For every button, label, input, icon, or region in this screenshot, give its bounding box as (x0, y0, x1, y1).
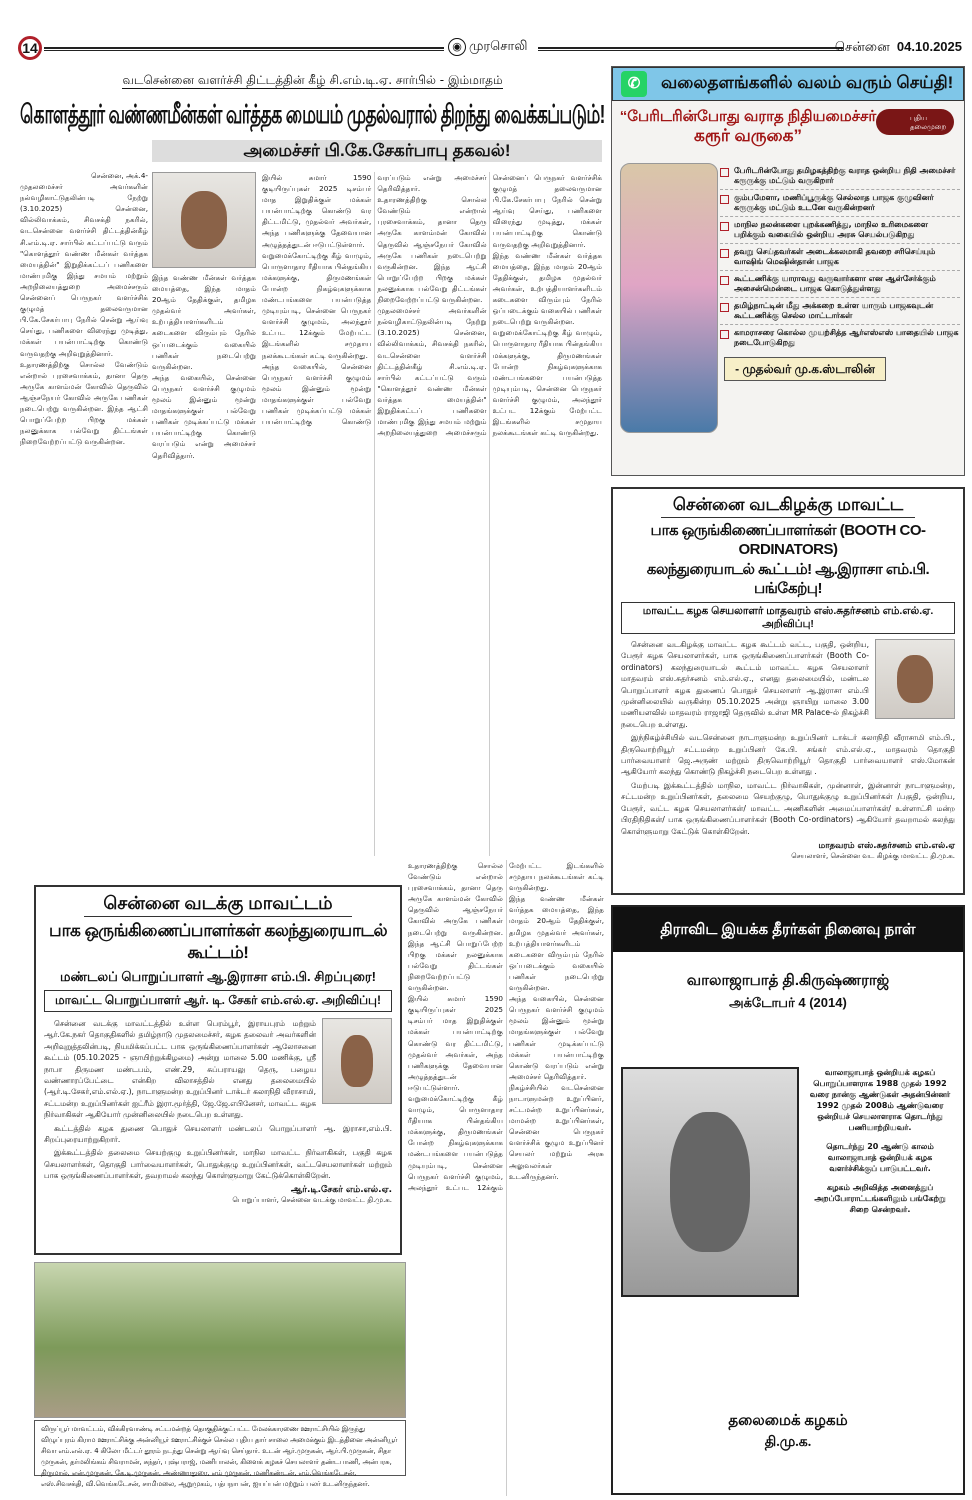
portrait-icon (341, 1035, 372, 1087)
notice-headline: கலந்துரையாடல் கூட்டம்! ஆ.இராசா எம்.பி. பங்கேற்பு! (646, 561, 930, 597)
signer-role: பொறுப்பாளர், சென்னை வடக்கு மாவட்ட தி.மு.க. (232, 1195, 392, 1204)
quote-points (720, 163, 960, 381)
page-header (18, 36, 962, 62)
paragraph: வறுமைக்கோட்டிற்கு கீழ் வாழும், பொருளாதார ரீதியாக பின்தங்கிய மக்களுக்கு, திருமணங்கள் போன்ற நிகழ்வுகளுக்காக மண்டபங்களை பயன்படுத்த முடியும்படி, சென்னை பெருநகர் வளர்ச்சி குழுமம், அலந்தூர் உட்பட 12க்கும் மேற்பட்ட இடங்களில் சமுதாய நலக்கூடங்கள் கட்டி வருகின்றது. (492, 328, 602, 438)
paragraph: அந்த வகையில், சென்னை பெருநகர் வளர்ச்சி குழுமம் மூலம் இன்னும் மூன்று மாதங்களுக்குள் பல்வேறு பணிகள் முடிக்கப்பட்டு மக்கள் பயன்பாட்டிற்கு கொண்டு வரப்படும் என்று அமைச்சர் தெரிவித்தார். (509, 994, 604, 1081)
signer: ஆர்.டி.சேகர் எம்.எல்.ஏ. (290, 1184, 392, 1195)
article-kicker (20, 72, 605, 88)
dateline: சென்னை, அக்.4- (91, 171, 148, 180)
portrait-icon (181, 191, 228, 249)
banner-title: வலைதளங்களில் வலம் வரும் செய்தி! (661, 73, 954, 92)
memorial-notice (611, 905, 965, 1495)
northeast-chennai-notice (611, 487, 965, 895)
point: மாநில நலன்களை புறக்கணித்து, மாநில உரிமைகளை பறிக்கும் வகையில் ஒன்றிய அரசு செயல்படுகிறது (720, 217, 960, 244)
city: சென்னை (834, 39, 890, 54)
article-columns-3-5 (262, 172, 602, 856)
page-number: 14 (18, 36, 42, 60)
road-inspection-photo (34, 1262, 406, 1418)
bio-paragraph: வாலாஜாபாத் ஒன்றியக் கழகப் பொறுப்பாளராக 1988 முதல் 1992 வரை நான்கு ஆண்டுகள் அதன்பின்னர் 1992 முதல் 2008ம் ஆண்டுவரை ஒன்றியச் செயலாளராக தொடர்ந்து பணியாற்றியவர். (809, 1068, 951, 1132)
paragraph: சென்னை வடகிழக்கு மாவட்ட கழக கூட்டம் வட்ட, பகுதி, ஒன்றிய, பேரூர் கழக செயலாளர்கள், பாக ஒருங்கிணைப்பாளர்கள் (Booth Co-ordinators) கலந்துரையாடல் கூட்டம் மாவட்ட கழக செயலாளர் மாதவரம் எஸ்.சுதர்சனம் எம்.எல்.ஏ., எனது தலைமையில், மண்டல பொறுப்பாளர் கழக துணைப் பொதுச் செயலாளர் ஆ.இராசா எம்.பி முன்னிலையில் வருகின்ற 05.10.2025 அன்று ஞாயிறு மாலை 3.00 மணியளவில் மாதவரம் ராஜாஜி தெருவில் உள்ள MR Palace-ல் நிகழ்ச்சி நடைபெற உள்ளது. (621, 640, 869, 729)
quote-line: “பேரிடரின்போது வராத நிதியமைச்சர் (619, 108, 877, 125)
article-headline-wrap (20, 97, 605, 133)
drum-logo-icon: ◉ (448, 38, 466, 56)
paragraph: வறுமைக்கோட்டிற்கு கீழ் வாழும், பொருளாதார ரீதியாக பின்தங்கிய மக்களுக்கு, திருமணங்கள் போன்ற நிகழ்வுகளுக்காக மண்டபங்களை பயன்படுத்த முடியும்படி, சென்னை பெருநகர் வளர்ச்சி குழுமம், அலந்தூர் உட்பட 12க்கும் மேற்பட்ட இடங்களில் சமுதாய நலக்கூடங்கள் கட்டி வருகின்றது. (408, 861, 604, 1192)
quote-attribution: - முதல்வர் மு.க.ஸ்டாலின் (724, 357, 886, 381)
signer-role: செயலாளர், சென்னை வட கிழக்கு மாவட்ட தி.மு.க. (791, 851, 955, 860)
article-headline: கொளத்தூர் வண்ணமீன்கள் வர்த்தக மையம் முதல்வரால் திறந்து வைக்கப்படும்! (20, 99, 605, 129)
quote-line: கரூர் வருகை” (694, 126, 802, 145)
memorial-footer: தலைமைக் கழகம் (728, 1413, 848, 1429)
header-rule (44, 47, 444, 51)
whatsapp-icon: ✆ (621, 71, 647, 97)
point: காமராசரை கொல்ல முயற்சித்த ஆர்எஸ்எஸ் பாதையில் பாஜக நடைபோடுகிறது (720, 325, 960, 351)
article-column-1 (20, 170, 148, 856)
paragraph: இக்கூட்டத்தில் தலைமை செயற்குழு உறுப்பினர்கள், மாநில மாவட்ட நிர்வாகிகள், பகுதி கழக செயலாளர்கள், தொகுதி பார்வையாளர்கள், பொதுக்குழு உறுப்பினர்கள், வட்டசெயலாளர்கள் மற்றும் பாக ஒருங்கிணைப்பாளர்கள், தவறாமல் கலந்து கொள்ளுமாறு கேட்டுக்கொள்கிறேன். (44, 1148, 392, 1181)
portrait-icon (897, 655, 933, 703)
edition-date (835, 39, 962, 56)
paragraph: அந்த வகையில், சென்னை பெருநகர் வளர்ச்சி குழுமம் மூலம் இன்னும் மூன்று மாதங்களுக்குள் பல்வேறு பணிகள் முடிக்கப்பட்டு மக்கள் பயன்பாட்டிற்கு கொண்டு வரப்படும் என்று அமைச்சர் தெரிவித்தார். (262, 173, 487, 427)
notice-headline: பாக ஒருங்கிணைப்பாளர்கள் கலந்துரையாடல் கூட்டம்! (48, 921, 388, 962)
portrait-icon (670, 1112, 750, 1252)
rt-sekar-photo (322, 1018, 392, 1104)
memorial-banner: திராவிட இயக்க தீரர்கள் நினைவு நாள் (613, 907, 963, 952)
article-column-2 (152, 272, 256, 856)
paragraph: இந்த வண்ண மீன்கள் வர்த்தக மையத்தை, இந்த மாதம் 20ஆம் தேதிக்குள், தமிழக முதல்வர் அவர்கள், உற்பத்தியாளர்களிடம் கடைகளை விரும்பும் நேரில் ஒப்படைக்கும் வகையில் பணிகள் நடைபெற்று வருகின்றன. (152, 273, 256, 371)
stalin-photo (620, 163, 718, 433)
article-subhead: அமைச்சர் பி.கே.சேகர்பாபு தகவல்! (152, 140, 602, 162)
paragraph: இந்த வண்ண மீன்கள் வர்த்தக மையத்தை, இந்த மாதம் 20ஆம் தேதிக்குள், தமிழக முதல்வர் அவர்கள், உற்பத்தியாளர்களிடம் கடைகளை விரும்பும் நேரில் ஒப்படைக்கும் வகையில் பணிகள் நடைபெற்று வருகின்றன. (509, 894, 604, 993)
paragraph: நிகழ்ச்சியில் வடசென்னை நாடாளுமன்ற உறுப்பினர், சட்டமன்ற உறுப்பினர்கள், மாமன்ற உறுப்பினர்கள், சென்னை பெருநகர் வளர்ச்சிக் குழும உறுப்பினர் செயலர் மற்றும் அரசு அலுவலர்கள் உடனிருந்தனர். (509, 1082, 604, 1181)
notice-title: சென்னை வடகிழக்கு மாவட்ட (661, 495, 915, 518)
notice-announcement: மாவட்ட கழக செயலாளர் மாதவரம் எஸ்.சுதர்சனம் எம்.எல்.ஏ. அறிவிப்பு! (621, 602, 955, 634)
social-media-news-box (611, 66, 965, 476)
bio-paragraph: கழகம் அறிவித்த அனைத்துப் அறப்போராட்டங்களிலும் பங்கேற்று சிறை சென்றவர். (814, 1183, 946, 1214)
notice-headline: பாக ஒருங்கிணைப்பாளர்கள் (BOOTH CO-ORDINATORS) (650, 522, 926, 558)
paragraph: இயில் சுமார் 1590 குடியிருப்புகள் 2025 டிசம்பர் மாத இறுதிக்குள் மக்கள் பயன்பாட்டிற்கு கொண்டு வர திட்டமிட்டு, முதல்வர் அவர்கள், அந்த பணிகளுக்கு தேவையான அழுத்தத்துடன் ஈடுபட்டுள்ளார். (262, 173, 372, 249)
paragraph: உதாரணத்திற்கு சொல்ல வேண்டும் என்றால் புரசைவாக்கம், தானா தெரு அருகே காளம்மன் கோவில் தெருவில் ஆஞ்சநேயர் கோவில் அருகே பணிகள் நடைபெற்று வருகின்றன. இந்த ஆட்சி பொறுப்பேற்ற பிறகு மக்கள் நலனுக்காக பல்வேறு திட்டங்கள் நிறைவேற்றப்பட்டு வருகின்றன. (408, 861, 503, 993)
paragraph: முதலமைச்சர் அவர்களின் நல்வழிகாட்டுதலின்படி நேற்று (3.10.2025) சென்னை, வில்லிவாக்கம், சிவசக்தி நகரில், வடசென்னை வளர்ச்சி திட்டத்தின்கீழ் சி.எம்.டி.ஏ. சார்பில் கட்டப்பட்டு வரும் "கொளத்தூர் வண்ண மீன்கள் வர்த்தக மையத்தின்" இறுதிக்கட்டப் பணிகளை மாண்புமிகு இந்து சமயம் மற்றும் அறநிலையத்துறை அமைச்சரும் சென்னைப் பெருநகர் வளர்ச்சிக் குழுமத் தலைவருமான பி.கே.சேகர்பாபு நேரில் சென்று ஆய்வு செய்து, பணிகளை விரைந்து முடித்து, மக்கள் பயன்பாட்டிற்கு கொண்டு வருவதற்கு அறிவுறுத்தினார். (20, 182, 148, 358)
date: 04.10.2025 (896, 39, 962, 54)
kicker-text: வடசென்னை வளர்ச்சி திட்டத்தின் கீழ் சி.எம்.டி.ஏ. சார்பில் - இம்மாதம் (122, 73, 503, 87)
memorial-date: அக்டோபர் 4 (2014) (729, 995, 847, 1010)
paragraph: உதாரணத்திற்கு சொல்ல வேண்டும் என்றால் புரசைவாக்கம், தானா தெரு அருகே காளம்மன் கோவில் தெருவில் ஆஞ்சநேயர் கோவில் அருகே பணிகள் நடைபெற்று வருகின்றன. இந்த ஆட்சி பொறுப்பேற்ற பிறகு மக்கள் நலனுக்காக பல்வேறு திட்டங்கள் நிறைவேற்றப்பட்டு வருகின்றன. (20, 359, 148, 447)
paragraph: முதலமைச்சர் அவர்களின் நல்வழிகாட்டுதலின்படி நேற்று (3.10.2025) சென்னை, வில்லிவாக்கம், சிவசக்தி நகரில், வடசென்னை வளர்ச்சி திட்டத்தின்கீழ் சி.எம்.டி.ஏ. சார்பில் கட்டப்பட்டு வரும் "கொளத்தூர் வண்ண மீன்கள் வர்த்தக மையத்தின்" இறுதிக்கட்டப் பணிகளை மாண்புமிகு இந்து சமயம் மற்றும் அறநிலையத்துறை அமைச்சரும் சென்னைப் பெருநகர் வளர்ச்சிக் குழுமத் தலைவருமான பி.கே.சேகர்பாபு நேரில் சென்று ஆய்வு செய்து, பணிகளை விரைந்து முடித்து, மக்கள் பயன்பாட்டிற்கு கொண்டு வருவதற்கு அறிவுறுத்தினார். (377, 173, 602, 438)
paragraph: இந்த வண்ண மீன்கள் வர்த்தக மையத்தை, இந்த மாதம் 20ஆம் தேதிக்குள், தமிழக முதல்வர் அவர்கள், உற்பத்தியாளர்களிடம் கடைகளை விரும்பும் நேரில் ஒப்படைக்கும் வகையில் பணிகள் நடைபெற்று வருகின்றன. (492, 250, 602, 327)
sudarsanam-photo (875, 639, 955, 719)
paragraph: வறுமைக்கோட்டிற்கு கீழ் வாழும், பொருளாதார ரீதியாக பின்தங்கிய மக்களுக்கு, திருமணங்கள் போன்ற நிகழ்வுகளுக்காக மண்டபங்களை பயன்படுத்த முடியும்படி, சென்னை பெருநகர் வளர்ச்சி குழுமம், அலந்தூர் உட்பட 12க்கும் மேற்பட்ட இடங்களில் சமுதாய நலக்கூடங்கள் கட்டி வருகின்றது. (262, 250, 372, 360)
north-chennai-notice (34, 885, 402, 1255)
header-rule (538, 47, 843, 51)
paper-name: முரசொலி (469, 39, 528, 54)
article-continuation (408, 860, 604, 1496)
memorial-photo (621, 1067, 799, 1297)
point: பேரிடரின்போது தமிழகத்திற்கு வராத ஒன்றிய நிதி அமைச்சர் கரூருக்கு மட்டும் வருகிறார் (720, 163, 960, 190)
paragraph: உதாரணத்திற்கு சொல்ல வேண்டும் என்றால் புரசைவாக்கம், தானா தெரு அருகே காளம்மன் கோவில் தெருவில் ஆஞ்சநேயர் கோவில் அருகே பணிகள் நடைபெற்று வருகின்றன. இந்த ஆட்சி பொறுப்பேற்ற பிறகு மக்கள் நலனுக்காக பல்வேறு திட்டங்கள் நிறைவேற்றப்பட்டு வருகின்றன. (377, 195, 487, 305)
photo-caption: விருப்பூர் மாவட்டம், விக்கிரவாண்டி சட்டமன்றத் தொகுதிக்குட்பட்ட மேலக்காரணை ஊராட்சியில் இருந்து விழுப்புரம் கிராம ஊராட்சிக்கு அன்னியூர் ஊராட்சிக்குச் செல்ல புதிய தார் சாலை அமைக்கும் இடத்தினை அன்னியூர் சிவா எம்.எல்.ஏ. 4 கிலோ மீட்டர் தூரம் நடந்து சென்று ஆய்வு செய்தார். உடன் ஆர்.முருகன், ஆர்.பி.முருகன், சிதா முருகன், தர்மலிங்கம் சிவராமன், சுந்தர், புஷ்பராஜ், மணிபாலன், கிளைக் கழகச் செயலாளர் தண்டபாணி, அன்பரசு, திருமால், என்.முருகன், கே.டி.முருகன், அண்ணாதுரை, எம் முருகன், மணிகண்டன், எம்.வெங்கடேசன், எஸ்.சிவசக்தி, வி.வெங்கடேசன், சாமிமலை, ஆறுமுகம், பத்பநாபன், ஐயப்பன் மற்றும் பலர் உடனிருந்தனர். (34, 1420, 406, 1476)
paragraph: மேற்படி இக்கூட்டத்தில் மாநில, மாவட்ட நிர்வாகிகள், முன்னாள், இன்னாள் நாடாளுமன்ற, சட்டமன்ற உறுப்பினர்கள், தலைமை செயற்குழு, பொதுக்குழு உறுப்பினர்கள் /பகுதி, ஒன்றிய, பேரூர், வட்ட கழக செயலாளர்கள்/ மாவட்ட அணிகளின் அமைப்பாளர்கள்/ உள்ளாட்சி மன்ற பிரதிநிதிகள்/ பாக ஒருங்கிணைப்பாளர்கள் (Booth Co-ordinators) ஆகியோர் தவறாமல் கலந்து கொள்ளுமாறு கேட்டுக் கொள்கிறேன். (621, 780, 955, 836)
paragraph: இந்நிகழ்ச்சியில் வடசென்னை நாடாளுமன்ற உறுப்பினர் டாக்டர் கலாநிதி வீராசாமி எம்.பி., திருவொற்றியூர் சட்டமன்ற உறுப்பினர் கே.பி. சங்கர் எம்.எல்.ஏ., மாதவரம் தொகுதி பார்வையாளர் ஜெ.அருண் மற்றும் திருவொற்றியூர் தொகுதி பார்வையாளர் எஸ்.மோகன் ஆகியோர் கலந்து கொண்டு நிகழ்ச்சி நடைபெற உள்ளது . (621, 733, 955, 777)
point: தவறு செய்தவர்கள் அடைக்கலமாகி தவறை சரிசெய்யும் வாஷிங் மெஷின்தான் பாஜக (720, 244, 960, 271)
paragraph: அந்த வகையில், சென்னை பெருநகர் வளர்ச்சி குழுமம் மூலம் இன்னும் மூன்று மாதங்களுக்குள் பல்வேறு பணிகள் முடிக்கப்பட்டு மக்கள் பயன்பாட்டிற்கு கொண்டு வரப்படும் என்று அமைச்சர் தெரிவித்தார். (152, 372, 256, 460)
channel-logo: புதிய தலைமுறை (876, 109, 954, 135)
minister-photo (152, 172, 256, 268)
point: கும்பமேளா, மணிப்பூருக்கு செல்லாத பாஜக குழுவினர் கரூருக்கு மட்டும் உடனே வருகின்றனர் (720, 190, 960, 217)
bio-paragraph: தொடர்ந்து 20 ஆண்டு காலம் வாலாஜாபாத் ஒன்றியக் கழக வளர்ச்சிக்குப் பாடுபட்டவர். (826, 1142, 934, 1173)
point: கூட்டணிக்கு யாராவது வருவார்களா என ஆள்சேர்க்கும் அசைன்மென்டை பாஜக கொடுத்துள்ளது (720, 271, 960, 298)
paragraph: சென்னை வடக்கு மாவட்டத்தில் உள்ள பெரம்பூர், இராயபுரம் மற்றும் ஆர்.கே.நகர் தொகுதிகளில் தமிழ்நாடு முதலமைச்சர், கழக தலைவர் அவர்களின் அறிவுறுத்தலின்படி, நியமிக்கப்பட்ட பாக ஒருங்கிணைப்பாளர்கள் ஆலோசனை கூட்டம் (05.10.2025 - ஞாயிற்றுக்கிழமை) அன்று மாலை 5.00 மணிக்கு, ஸ்ரீ நாபா திருமண மண்டபம், எண்.29, சுப்பராயலு தெரு, பழைய வண்ணாரப்பேட்டை என்கிற விலாசத்தில் எனது தலைமையில் (ஆர்.டி.சேகர்,எம்.எல்.ஏ.), நாடாளுமன்ற உறுப்பினர் டாக்டர் கலாநிதி வீராசாமி, சட்டமன்ற உறுப்பினர்கள் ஐட்ரீம் இரா.மூர்த்தி, ஜே.ஜே.எபினேசர், மாவட்ட கழக நிர்வாகிகள் ஆகியோர் முன்னிலையில் நடைபெற உள்ளது. (44, 1019, 316, 1120)
paragraph: கூட்டத்தில் கழக துணை பொதுச் செயலாளர் மண்டலப் பொறுப்பாளர் ஆ. இராசா,எம்.பி. சிறப்புரையாற்றுகிறார். (44, 1123, 392, 1145)
paragraph: இயில் சுமார் 1590 குடியிருப்புகள் 2025 டிசம்பர் மாத இறுதிக்குள் மக்கள் பயன்பாட்டிற்கு கொண்டு வர திட்டமிட்டு, முதல்வர் அவர்கள், அந்த பணிகளுக்கு தேவையான அழுத்தத்துடன் ஈடுபட்டுள்ளார். (408, 994, 503, 1092)
memorial-footer: தி.மு.க. (764, 1435, 812, 1450)
notice-announcement: மாவட்ட பொறுப்பாளர் ஆர். டி. சேகர் எம்.எல்.ஏ. அறிவிப்பு! (44, 990, 392, 1012)
signer: மாதவரம் எஸ்.சுதர்சனம் எம்.எல்.ஏ (818, 840, 955, 851)
notice-title: சென்னை வடக்கு மாவட்டம் (84, 893, 352, 917)
point: தமிழ்நாட்டின் மீது அக்கறை உள்ள யாரும் பாஜகவுடன் கூட்டணிக்கு செல்ல மாட்டார்கள் (720, 298, 960, 325)
masthead (448, 38, 528, 56)
notice-subtitle: மண்டலப் பொறுப்பாளர் ஆ.இராசா எம்.பி. சிறப்புரை! (60, 969, 376, 984)
memorial-name: வாலாஜாபாத் தி.கிருஷ்ணராஜ் (686, 972, 890, 989)
